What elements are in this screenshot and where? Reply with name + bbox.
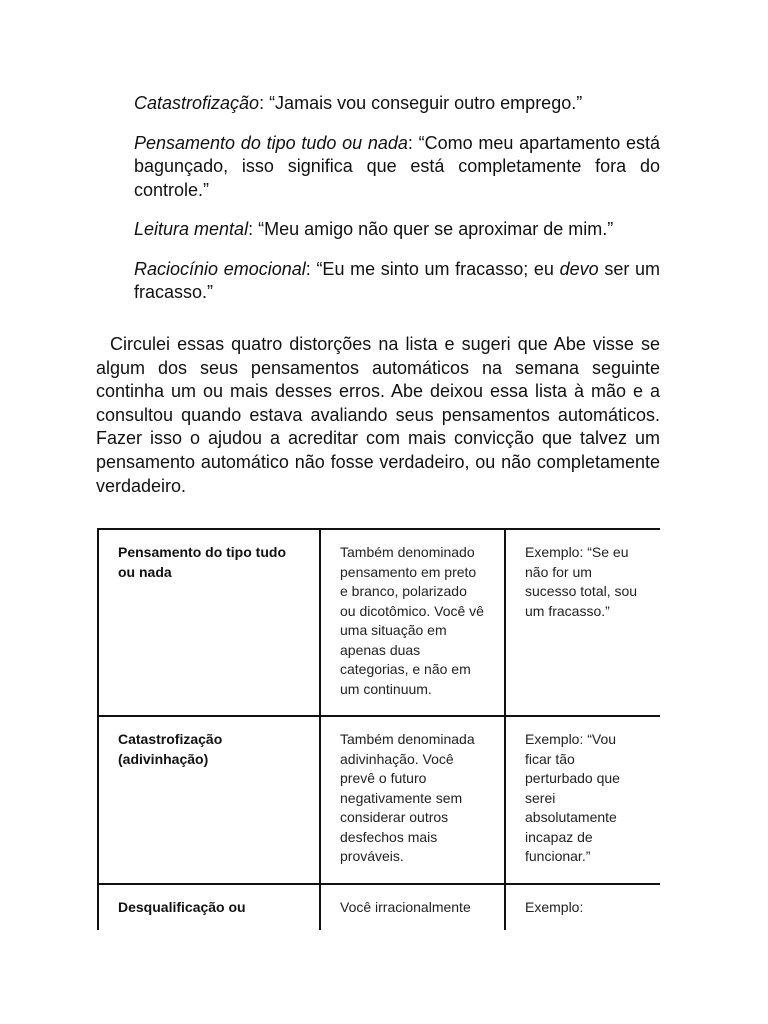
- table-cell-term: Catastrofização (adivinhação): [98, 716, 320, 884]
- example-term: Raciocínio emocional: [134, 258, 306, 279]
- body-paragraph: Circulei essas quatro distorções na lista e sugeri que Abe visse se algum dos seus pensamentos automáticos na semana seguinte continha um ou mais desses erros. Abe deixou essa lista à mão e a consultou quando estava avaliando seus pensamentos automáticos. Fazer isso o ajudou a acreditar com mais convicção que talvez um pensamento automático não fosse verdadeiro, ou não completamente verdadeiro.: [96, 334, 660, 496]
- example-term: Catastrofização: [134, 93, 260, 113]
- table-cell-example: Exemplo: “Se eu não for um sucesso total, sou um fracasso.”: [505, 529, 660, 716]
- distortion-examples: [134, 92, 660, 321]
- distortion-table: [97, 528, 660, 930]
- table-cell-description: Você irracionalmente: [320, 884, 505, 931]
- table-cell-term: Desqualificação ou: [98, 884, 320, 931]
- table-cell-example: Exemplo:: [505, 884, 660, 931]
- table-row: [98, 716, 660, 884]
- table-row: [98, 529, 660, 716]
- example-emphasis: devo: [559, 258, 599, 279]
- example-text: : “Como meu apartamento está bagunçado, isso significa que está completamente fora do controle.”: [134, 132, 660, 200]
- table-cell-description: Também denominada adivinhação. Você prevê o futuro negativamente sem considerar outros desfechos mais prováveis.: [320, 716, 505, 884]
- example-mind-reading: [134, 218, 660, 242]
- example-text: : “Eu me sinto um fracasso; eu: [305, 258, 560, 279]
- table-row: [98, 884, 660, 931]
- example-catastrophizing: [134, 92, 660, 116]
- example-term: Pensamento do tipo tudo ou nada: [134, 132, 408, 153]
- table-cell-term: Pensamento do tipo tudo ou nada: [98, 529, 320, 716]
- example-emotional-reasoning: [134, 258, 660, 305]
- table-cell-example: Exemplo: “Vou ficar tão perturbado que serei absolutamente incapaz de funcionar.”: [505, 716, 660, 884]
- example-text: : “Jamais vou conseguir outro emprego.”: [259, 93, 583, 113]
- example-all-or-nothing: [134, 132, 660, 203]
- example-text: ser um fracasso.”: [134, 258, 660, 302]
- distortion-table-container: [97, 528, 660, 930]
- example-text: : “Meu amigo não quer se aproximar de mim.”: [248, 219, 614, 239]
- table-cell-description: Também denominado pensamento em preto e branco, polarizado ou dicotômico. Você vê uma situação em apenas duas categorias, e não em um continuum.: [320, 529, 505, 716]
- example-term: Leitura mental: [134, 219, 249, 239]
